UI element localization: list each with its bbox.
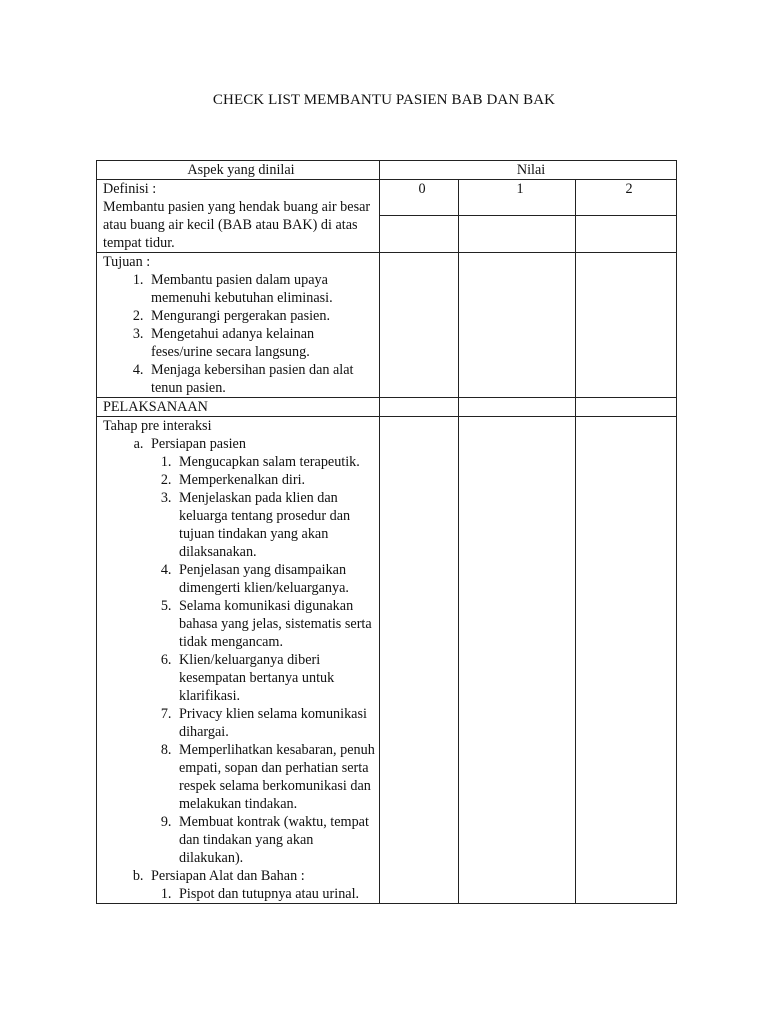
list-item: 5. Selama komunikasi digunakan bahasa yang jelas, sistematis serta tidak mengancam. xyxy=(175,597,379,651)
definisi-row-top xyxy=(97,180,677,216)
pelaksanaan-row xyxy=(97,398,677,417)
document-title: CHECK LIST MEMBANTU PASIEN BAB DAN BAK xyxy=(212,92,556,108)
persiapan-alat-list xyxy=(151,885,379,903)
section-title: Persiapan Alat dan Bahan : xyxy=(151,868,305,884)
section-persiapan-alat xyxy=(147,867,379,903)
tujuan-cell xyxy=(97,253,380,398)
definisi-text: Membantu pasien yang hendak buang air besar atau buang air kecil (BAB atau BAK) di atas tempat tidur. xyxy=(103,199,371,251)
list-item: 3. Mengetahui adanya kelainan feses/urine secara langsung. xyxy=(147,325,379,361)
list-item: 2. Memperkenalkan diri. xyxy=(175,471,379,489)
tujuan-row xyxy=(97,253,677,398)
section-title: Persiapan pasien xyxy=(151,436,246,452)
score-cell[interactable] xyxy=(380,417,459,904)
score-cell[interactable] xyxy=(459,398,576,417)
score-cell[interactable] xyxy=(576,417,677,904)
list-item: 1. Mengucapkan salam terapeutik. xyxy=(175,453,379,471)
score-cell[interactable] xyxy=(459,216,576,253)
score-cell[interactable] xyxy=(380,398,459,417)
tujuan-list xyxy=(103,271,379,397)
tahap-row xyxy=(97,417,677,904)
list-item: 1. Pispot dan tutupnya atau urinal. xyxy=(175,885,379,903)
tahap-sections xyxy=(103,435,379,903)
score-cell[interactable] xyxy=(576,253,677,398)
list-item: 3. Menjelaskan pada klien dan keluarga tentang prosedur dan tujuan tindakan yang akan dilaksanakan. xyxy=(175,489,379,561)
header-row xyxy=(97,161,677,180)
list-item: 4. Menjaga kebersihan pasien dan alat tenun pasien. xyxy=(147,361,379,397)
definisi-cell xyxy=(97,180,380,253)
score-header-1: 1 xyxy=(459,180,576,216)
list-item: 9. Membuat kontrak (waktu, tempat dan tindakan yang akan dilakukan). xyxy=(175,813,379,867)
score-cell[interactable] xyxy=(380,216,459,253)
score-cell[interactable] xyxy=(459,417,576,904)
list-item: 7. Privacy klien selama komunikasi dihargai. xyxy=(175,705,379,741)
definisi-label: Definisi : xyxy=(103,181,157,197)
score-header-0: 0 xyxy=(380,180,459,216)
list-item: 4. Penjelasan yang disampaikan dimengerti klien/keluarganya. xyxy=(175,561,379,597)
score-cell[interactable] xyxy=(459,253,576,398)
list-item: 2. Mengurangi pergerakan pasien. xyxy=(147,307,379,325)
score-cell[interactable] xyxy=(380,253,459,398)
section-persiapan-pasien xyxy=(147,435,379,867)
pelaksanaan-heading: PELAKSANAAN xyxy=(97,398,380,417)
header-nilai: Nilai xyxy=(380,161,677,180)
persiapan-pasien-list xyxy=(151,453,379,867)
header-aspect: Aspek yang dinilai xyxy=(97,161,380,180)
list-item: 8. Memperlihatkan kesabaran, penuh empati, sopan dan perhatian serta respek selama berkomunikasi dan melakukan tindakan. xyxy=(175,741,379,813)
score-header-2: 2 xyxy=(576,180,677,216)
score-cell[interactable] xyxy=(576,398,677,417)
score-cell[interactable] xyxy=(576,216,677,253)
list-item: 6. Klien/keluarganya diberi kesempatan bertanya untuk klarifikasi. xyxy=(175,651,379,705)
tujuan-label: Tujuan : xyxy=(103,254,151,270)
tahap-label: Tahap pre interaksi xyxy=(103,418,212,434)
checklist-table xyxy=(96,160,677,904)
tahap-cell xyxy=(97,417,380,904)
list-item: 1. Membantu pasien dalam upaya memenuhi kebutuhan eliminasi. xyxy=(147,271,379,307)
